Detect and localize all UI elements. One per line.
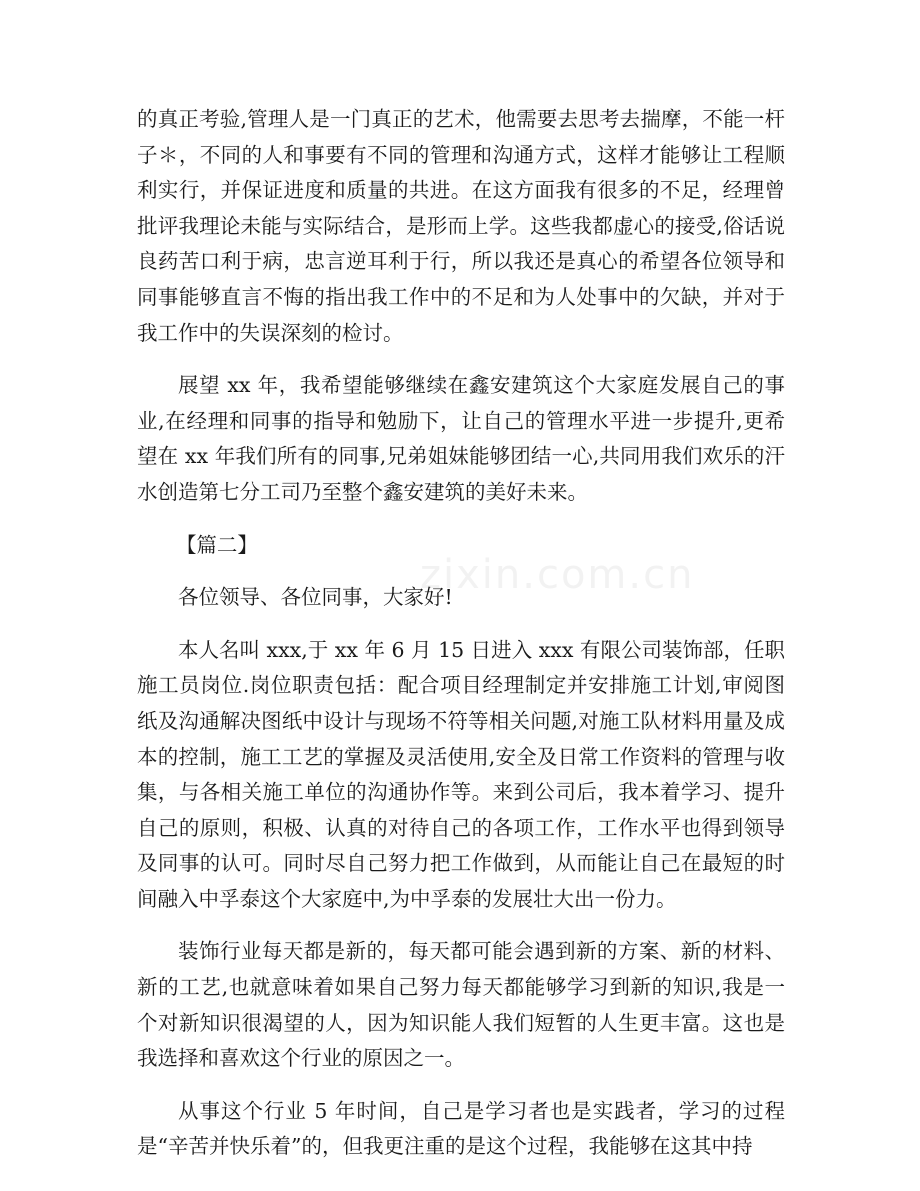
- paragraph-introduction: 本人名叫 xxx,于 xx 年 6 月 15 日进入 xxx 有限公司装饰部，任职施工员岗位.岗位职责包括：配合项目经理制定并安排施工计划,审阅图纸及沟通解决图纸中设计与现场不符等相关问题,对施工队材料用量及成本的控制，施工工艺的掌握及灵活使用,安全及日常工作资料的管理与收集，与各相关施工单位的沟通协作等。来到公司后，我本着学习、提升自己的原则，积极、认真的对待自己的各项工作，工作水平也得到领导及同事的认可。同时尽自己努力把工作做到，从而能让自己在最短的时间融入中孚泰这个大家庭中,为中孚泰的发展壮大出一份力。: [137, 637, 785, 911]
- watermark-text: zixin.com.cn: [420, 552, 695, 598]
- paragraph-industry: 装饰行业每天都是新的，每天都可能会遇到新的方案、新的材料、新的工艺,也就意味着如果自己努力每天都能够学习到新的知识,我是一个对新知识很渴望的人，因为知识能人我们短暂的人生更丰富。这也是我选择和喜欢这个行业的原因之一。: [137, 939, 785, 1071]
- paragraph-experience: 从事这个行业 5 年时间，自己是学习者也是实践者，学习的过程是“辛苦并快乐着”的，但我更注重的是这个过程，我能够在这其中持: [137, 1098, 785, 1159]
- paragraph-continuation: 的真正考验,管理人是一门真正的艺术，他需要去思考去揣摩，不能一杆子＊，不同的人和事要有不同的管理和沟通方式，这样才能够让工程顺利实行，并保证进度和质量的共进。在这方面我有很多的不足，经理曾批评我理论未能与实际结合，是形而上学。这些我都虚心的接受,俗话说良药苦口利于病，忠言逆耳利于行，所以我还是真心的希望各位领导和同事能够直言不悔的指出我工作中的不足和为人处事中的欠缺，并对于我工作中的失误深刻的检讨。: [137, 107, 785, 345]
- section-heading: 【篇二】: [175, 532, 258, 557]
- document-body: [137, 102, 785, 1182]
- paragraph-outlook: 展望 xx 年，我希望能够继续在鑫安建筑这个大家庭发展自己的事业,在经理和同事的指导和勉励下，让自己的管理水平进一步提升,更希望在 xx 年我们所有的同事,兄弟姐妹能够团结一心,共同用我们欢乐的汗水创造第七分工司乃至整个鑫安建筑的美好未来。: [137, 373, 785, 504]
- paragraph-greeting: 各位领导、各位同事，大家好!: [178, 585, 453, 610]
